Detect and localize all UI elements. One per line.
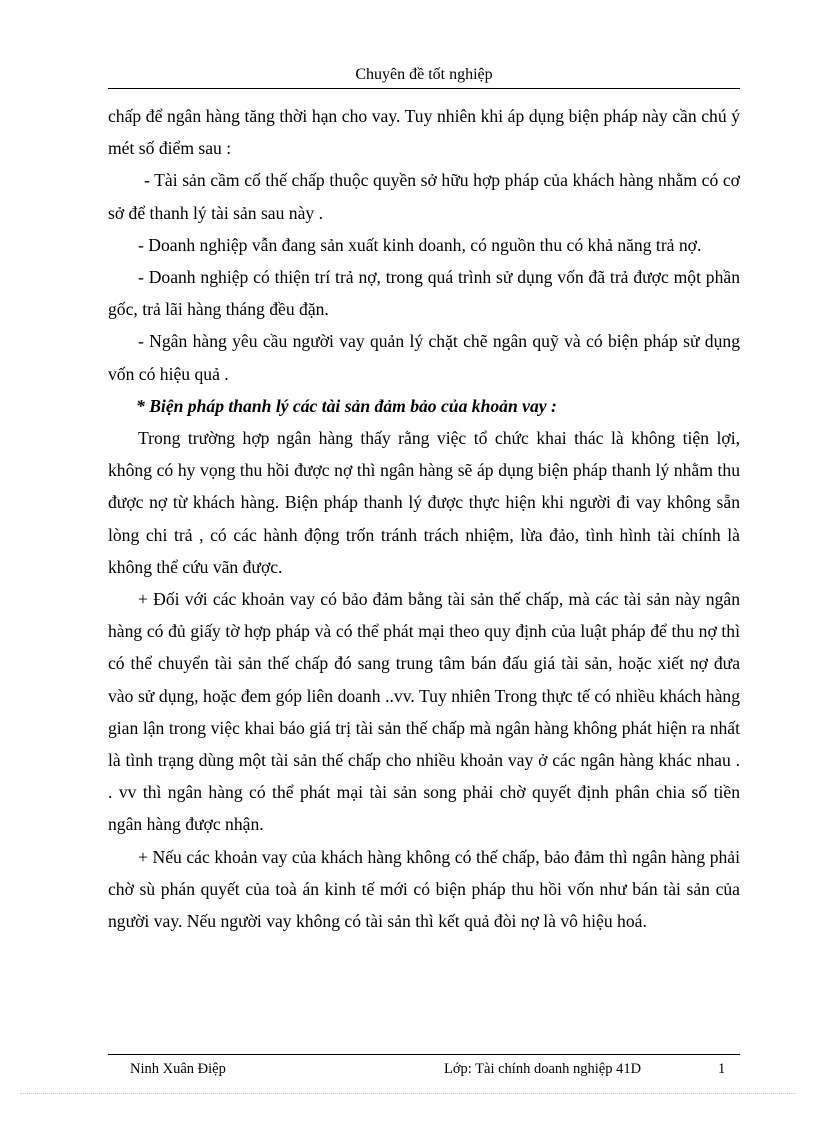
- paragraph: - Tài sản cầm cố thế chấp thuộc quyền sở hữu hợp pháp của khách hàng nhằm có cơ sở để thanh lý tài sản sau này .: [108, 170, 740, 223]
- document-body: [108, 100, 740, 937]
- paragraph: chấp để ngân hàng tăng thời hạn cho vay. Tuy nhiên khi áp dụng biện pháp này cần chú ý mét số điểm sau :: [108, 106, 740, 159]
- footer-author: Ninh Xuân Điệp: [130, 1061, 226, 1077]
- paragraph: - Doanh nghiệp có thiện trí trả nợ, trong quá trình sử dụng vốn đã trả được một phần gốc, trả lãi hàng tháng đều đặn.: [108, 267, 740, 320]
- paragraph: - Doanh nghiệp vẫn đang sản xuất kinh doanh, có nguồn thu có khả năng trả nợ.: [138, 234, 702, 255]
- paragraph: + Đối với các khoản vay có bảo đảm bằng tài sản thế chấp, mà các tài sản này ngân hàng có đủ giấy tờ hợp pháp và có thể phát mại theo quy định của luật pháp để thu nợ thì có thể chuyển tài sản thế chấp đó sang trung tâm bán đấu giá tài sản, hoặc xiết nợ đưa vào sử dụng, hoặc đem góp liên doanh ..vv. Tuy nhiên Trong thực tế có nhiều khách hàng gian lận trong việc khai báo giá trị tài sản thế chấp mà ngân hàng không phát hiện ra nhất là tình trạng dùng một tài sản thế chấp cho nhiều khoản vay ở các ngân hàng khác nhau . . vv thì ngân hàng có thể phát mại tài sản song phải chờ quyết định phân chia số tiền ngân hàng được nhận.: [108, 589, 740, 835]
- paragraph: - Ngân hàng yêu cầu người vay quản lý chặt chẽ ngân quỹ và có biện pháp sử dụng vốn có hiệu quả .: [108, 331, 740, 384]
- footer-divider: [108, 1054, 740, 1055]
- page-boundary: [20, 1093, 796, 1094]
- page-header: [108, 64, 740, 89]
- page-number: 1: [718, 1061, 726, 1077]
- document-title: Chuyên đề tốt nghiệp: [355, 66, 493, 83]
- footer-class: Lớp: Tài chính doanh nghiệp 41D: [444, 1061, 642, 1077]
- paragraph: + Nếu các khoản vay của khách hàng không có thế chấp, bảo đảm thì ngân hàng phải chờ sù phán quyết của toà án kinh tế mới có biện pháp thu hồi vốn như bán tài sản của người vay. Nếu người vay không có tài sản thì kết quả đòi nợ là vô hiệu hoá.: [108, 846, 740, 932]
- section-heading: * Biện pháp thanh lý các tài sản đảm bảo của khoản vay :: [136, 395, 557, 416]
- paragraph: Trong trường hợp ngân hàng thấy rằng việc tổ chức khai thác là không tiện lợi, không có hy vọng thu hồi được nợ thì ngân hàng sẽ áp dụng biện pháp thanh lý nhằm thu được nợ từ khách hàng. Biện pháp thanh lý được thực hiện khi người đi vay không sẵn lòng chi trả , có các hành động trốn tránh trách nhiệm, lừa đảo, tình hình tài chính là không thể cứu vãn được.: [108, 428, 740, 577]
